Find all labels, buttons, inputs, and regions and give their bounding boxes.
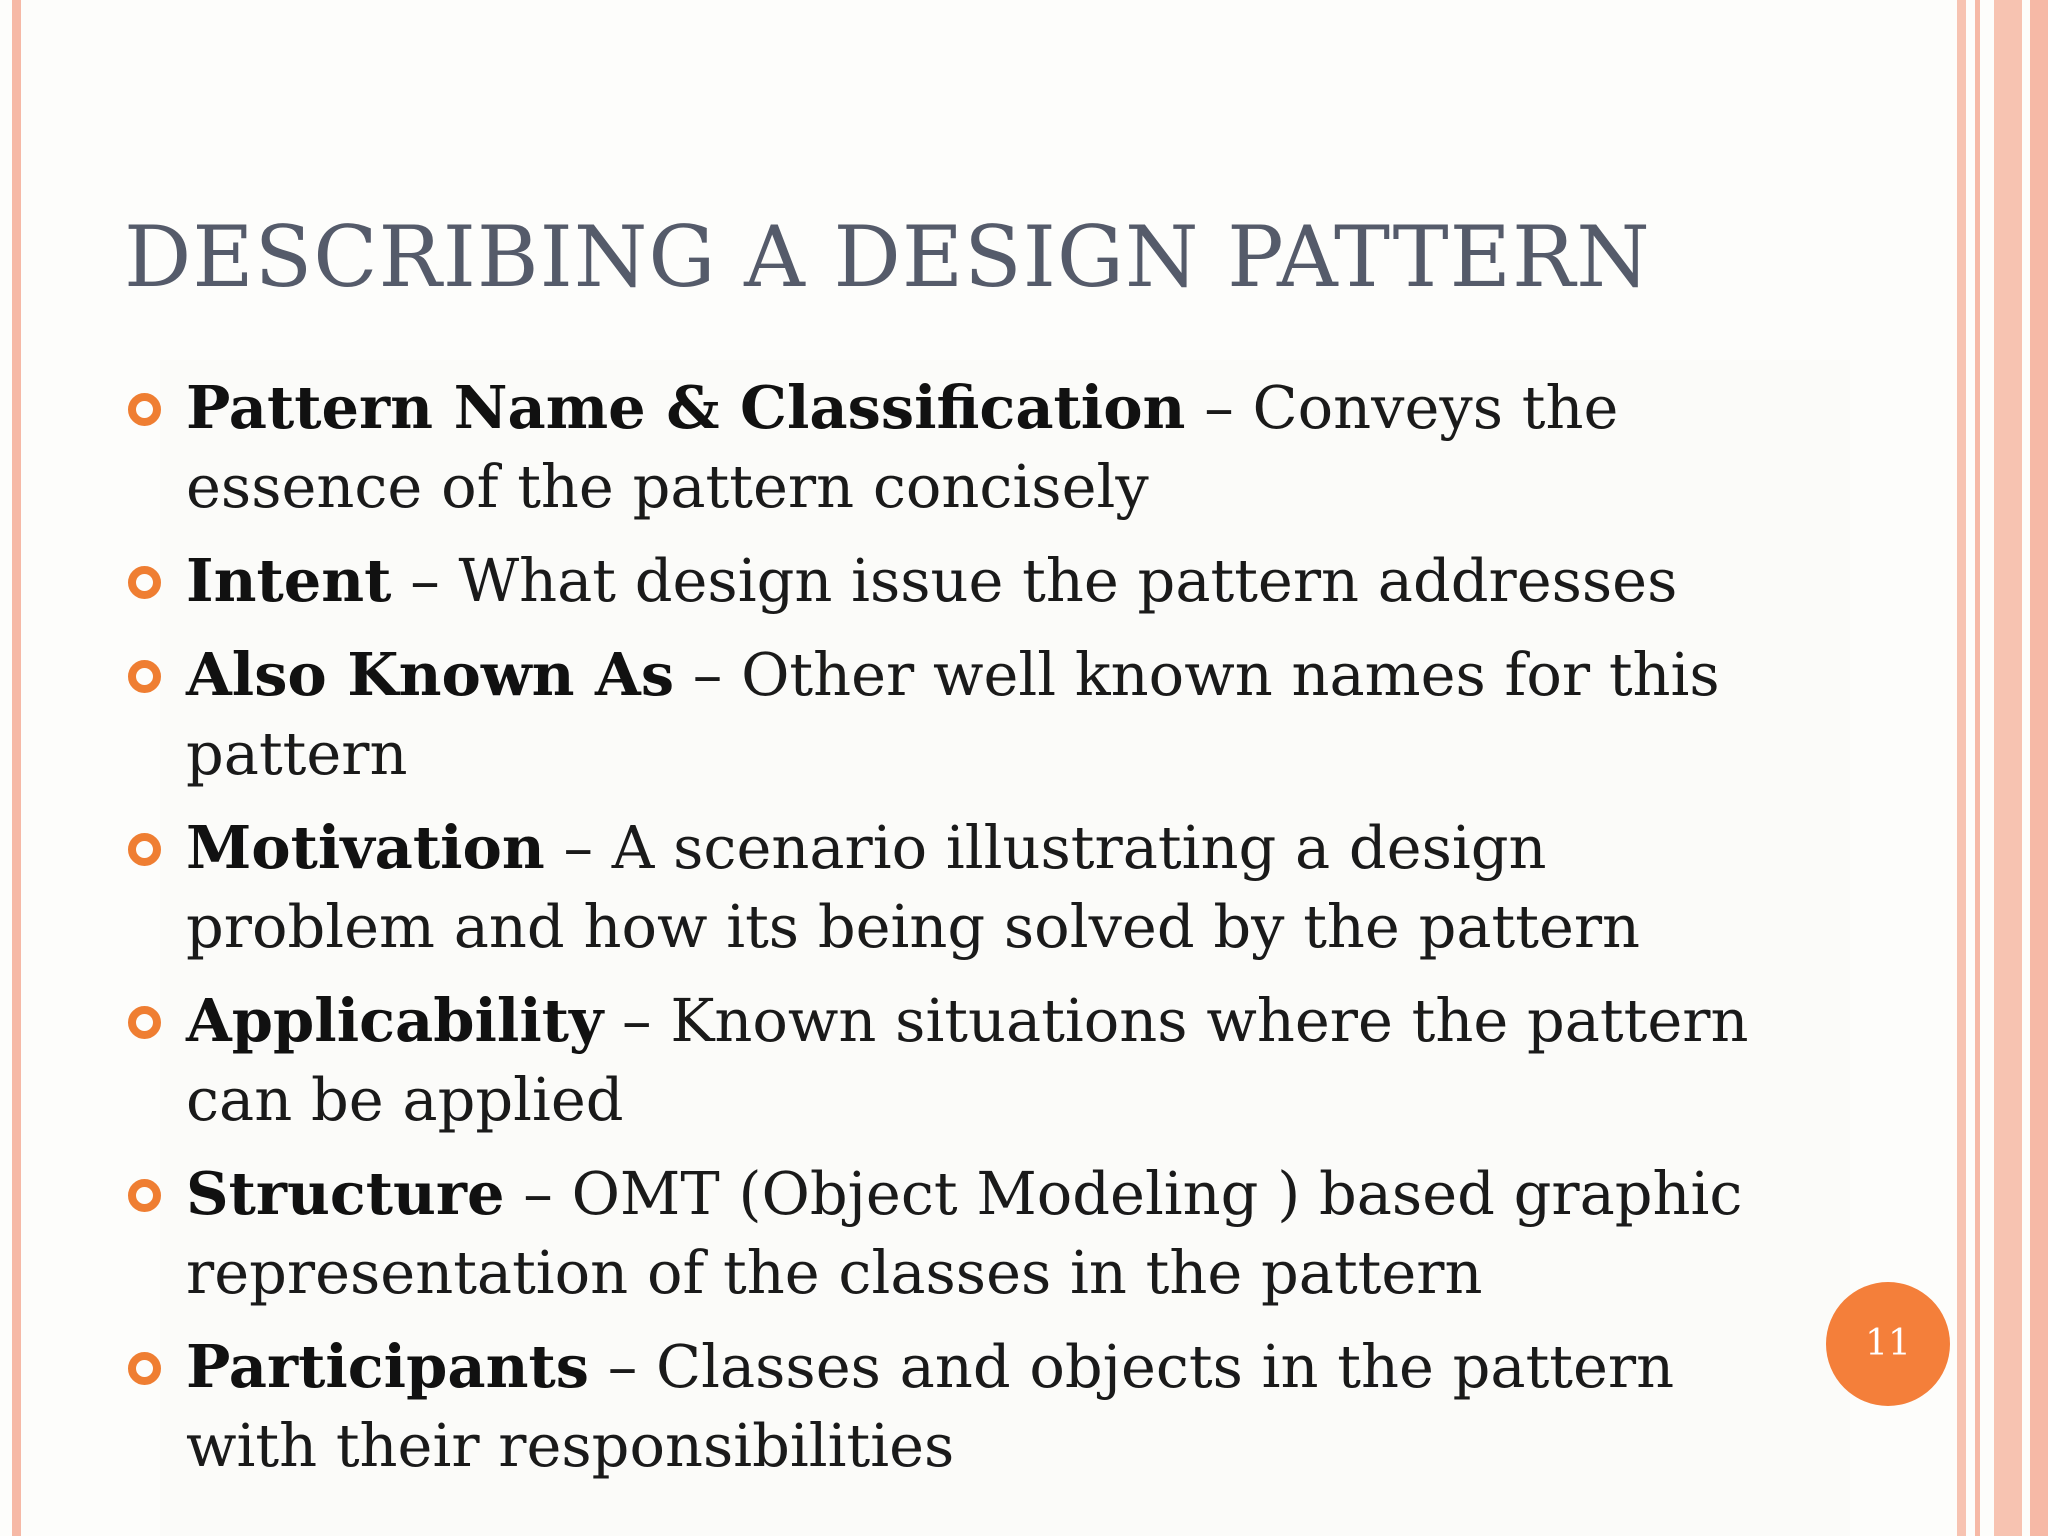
bullet-description: Known situations where the pattern can be applied xyxy=(186,986,1749,1134)
bullet-item xyxy=(124,368,1784,526)
ring-bullet-icon xyxy=(128,1179,161,1212)
bullet-item xyxy=(124,1327,1784,1485)
right-border-stripe xyxy=(1994,0,2022,1536)
bullet-term: Applicability xyxy=(186,986,604,1055)
bullet-separator: – xyxy=(504,1159,572,1228)
right-border-stripe xyxy=(2030,0,2048,1536)
bullet-separator: – xyxy=(674,640,742,709)
left-border-stripe xyxy=(12,0,21,1536)
bullet-term: Pattern Name & Classification xyxy=(186,373,1186,442)
ring-bullet-icon xyxy=(128,566,161,599)
bullet-description: Other well known names for this pattern xyxy=(186,640,1720,788)
ring-bullet-icon xyxy=(128,660,161,693)
bullet-description: Classes and objects in the pattern with their responsibilities xyxy=(186,1332,1675,1480)
bullet-item xyxy=(124,808,1784,966)
bullet-description: What design issue the pattern addresses xyxy=(458,546,1678,615)
bullet-description: Conveys the essence of the pattern concisely xyxy=(186,373,1619,521)
bullet-separator: – xyxy=(603,986,671,1055)
bullet-separator: – xyxy=(588,1332,656,1401)
bullet-item xyxy=(124,1154,1784,1312)
ring-bullet-icon xyxy=(128,1352,161,1385)
ring-bullet-icon xyxy=(128,393,161,426)
slide-title: DESCRIBING A DESIGN PATTERN xyxy=(124,208,1651,306)
bullet-description: OMT (Object Modeling ) based graphic representation of the classes in the pattern xyxy=(186,1159,1743,1307)
right-border-stripe xyxy=(1957,0,1966,1536)
ring-bullet-icon xyxy=(128,833,161,866)
bullet-item xyxy=(124,635,1784,793)
bullet-term: Also Known As xyxy=(186,640,675,709)
bullet-list xyxy=(124,368,1784,1500)
bullet-description: A scenario illustrating a design problem and how its being solved by the pattern xyxy=(186,813,1641,961)
bullet-item xyxy=(124,541,1784,620)
ring-bullet-icon xyxy=(128,1006,161,1039)
bullet-item xyxy=(124,981,1784,1139)
page-number-badge: 11 xyxy=(1826,1282,1950,1406)
bullet-separator: – xyxy=(544,813,612,882)
bullet-term: Intent xyxy=(186,546,392,615)
bullet-separator: – xyxy=(391,546,459,615)
bullet-term: Motivation xyxy=(186,813,545,882)
bullet-term: Participants xyxy=(186,1332,589,1401)
bullet-term: Structure xyxy=(186,1159,505,1228)
right-border-stripe xyxy=(1975,0,1980,1536)
bullet-separator: – xyxy=(1185,373,1253,442)
